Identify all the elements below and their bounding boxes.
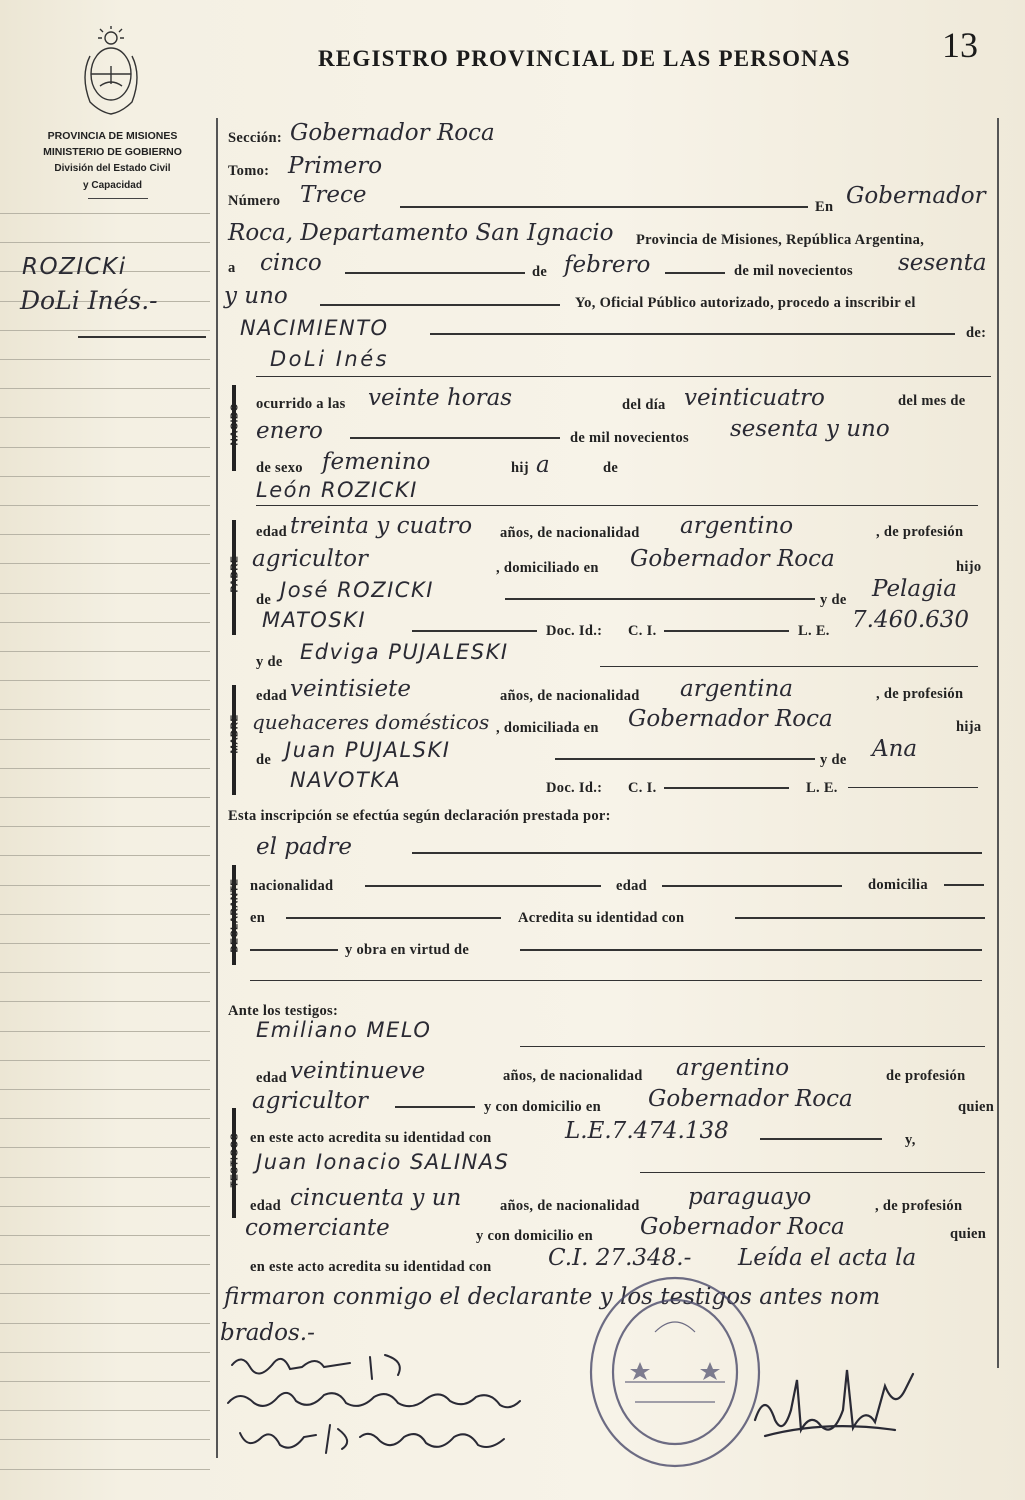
label-padre-ci: C. I. [628, 623, 657, 639]
line-madre-le [848, 787, 978, 788]
field-nombre: DoLi Inés [270, 347, 390, 371]
ruled-line [0, 1147, 210, 1148]
ruled-line [0, 1264, 210, 1265]
label-seccion: Sección: [228, 130, 282, 146]
madre-madre-a: Ana [872, 736, 918, 762]
ruled-line [0, 447, 210, 448]
label-en: En [815, 199, 834, 215]
ruled-line [0, 914, 210, 915]
org-capacity: y Capacidad [83, 180, 142, 191]
line-padre-padre [505, 598, 815, 600]
ruled-line [0, 1439, 210, 1440]
testigo2-id: C.I. 27.348.- [548, 1245, 692, 1271]
field-dia: cinco [260, 250, 322, 276]
field-anio-nac: sesenta y uno [730, 416, 890, 442]
line-decl-nac [365, 885, 601, 887]
line-acto [430, 333, 955, 335]
label-de-colon: de: [966, 325, 987, 341]
ruled-line [0, 1293, 210, 1294]
field-tomo: Primero [288, 153, 383, 179]
ruled-line [0, 1410, 210, 1411]
line-t1-id [760, 1138, 882, 1140]
label-t1-edad: edad [256, 1070, 288, 1086]
label-tomo: Tomo: [228, 163, 270, 179]
label-yo: Yo, Oficial Público autorizado, procedo a inscribir el [575, 295, 916, 311]
padre-domicilio: Gobernador Roca [630, 546, 835, 572]
field-anio-a: sesenta [898, 250, 987, 276]
testigo1-nombre: Emiliano MELO [256, 1018, 432, 1042]
ruled-line [0, 1206, 210, 1207]
coat-of-arms-icon [78, 26, 144, 116]
ruled-line [0, 1352, 210, 1353]
ruled-line [0, 709, 210, 710]
madre-edad: veintisiete [290, 676, 411, 702]
label-madre-doc: Doc. Id.: [546, 780, 603, 796]
ruled-line [0, 1235, 210, 1236]
label-decl-nac: nacionalidad [250, 878, 334, 894]
line-madre-nombre [600, 666, 978, 667]
ruled-line [0, 330, 210, 331]
label-madre-prof: , de profesión [876, 686, 964, 702]
ruled-line [0, 680, 210, 681]
closing-line-b: firmaron conmigo el declarante y los testigos antes nom [224, 1284, 881, 1310]
section-label-declarante: DECLARANTE [229, 878, 241, 953]
label-padre-de: de [256, 592, 272, 608]
ruled-line [0, 534, 210, 535]
line-padre-ci [664, 630, 789, 632]
label-del-dia: del día [622, 397, 666, 413]
line-madre-padre [555, 758, 815, 760]
label-sexo: de sexo [256, 460, 303, 476]
line-madre-ci [664, 787, 789, 789]
testigo2-domicilio: Gobernador Roca [640, 1214, 845, 1240]
label-hij: hij [511, 460, 529, 476]
ruled-line [0, 1001, 210, 1002]
testigo1-id: L.E.7.474.138 [565, 1118, 729, 1144]
label-padre-y-de: y de [820, 592, 847, 608]
line-decl-acredita [735, 917, 985, 919]
line-t2-nombre [640, 1172, 985, 1173]
org-province: PROVINCIA DE MISIONES [47, 130, 178, 142]
field-acto: NACIMIENTO [240, 316, 389, 340]
label-t2-quien: quien [950, 1226, 987, 1242]
section-label-testigos: TESTIGOS [229, 1132, 241, 1188]
ruled-line [0, 826, 210, 827]
closing-line-c: brados.- [220, 1320, 315, 1346]
testigo1-edad: veintinueve [290, 1058, 426, 1084]
field-anio-b: y uno [224, 283, 288, 309]
ruled-line [0, 797, 210, 798]
padre-nacionalidad: argentino [680, 513, 794, 539]
line-declarante [412, 852, 982, 854]
label-de-padres: de [603, 460, 619, 476]
label-numero: Número [228, 193, 281, 209]
section-label-padre: PADRE [229, 555, 241, 593]
label-provincia: Provincia de Misiones, República Argentina, [636, 232, 925, 248]
ruled-line [0, 593, 210, 594]
org-underline [88, 198, 148, 199]
label-padre-dom: , domiciliado en [496, 560, 599, 576]
ruled-line [0, 1323, 210, 1324]
org-division: División del Estado Civil [54, 163, 171, 174]
ruled-line [0, 1381, 210, 1382]
ruled-line [0, 855, 210, 856]
label-padre-nac: años, de nacionalidad [500, 525, 640, 541]
label-decl-acredita: Acredita su identidad con [518, 910, 685, 926]
label-madre-le: L. E. [806, 780, 838, 796]
label-t1-en-este: en este acto acredita su identidad con [250, 1130, 492, 1146]
right-border [997, 118, 999, 1368]
label-madre-nac: años, de nacionalidad [500, 688, 640, 704]
field-numero: Trece [300, 182, 367, 208]
label-de: de [532, 264, 548, 280]
label-padre-le: L. E. [798, 623, 830, 639]
testigo1-nacionalidad: argentino [676, 1055, 790, 1081]
label-ocurrido: ocurrido a las [256, 396, 346, 412]
margin-note-name: DoLi Inés.- [20, 286, 158, 315]
closing-line-a: Leída el acta la [738, 1245, 917, 1271]
section-label-madre: MADRE [229, 714, 241, 754]
testigo2-profesion: comerciante [245, 1215, 390, 1241]
line-decl-obra-b [520, 949, 982, 951]
label-decl-en: en [250, 910, 266, 926]
label-t1-dom: y con domicilio en [484, 1099, 601, 1115]
label-hijo: hijo [956, 559, 982, 575]
label-decl-edad: edad [616, 878, 648, 894]
ruled-line [0, 213, 210, 214]
label-t2-edad: edad [250, 1198, 282, 1214]
testigo1-domicilio: Gobernador Roca [648, 1086, 853, 1112]
line-t1-prof [395, 1106, 475, 1108]
line-numero [400, 206, 808, 208]
line-mes-nac [350, 437, 560, 439]
line-padre-madre [412, 630, 537, 632]
line-decl-extra [250, 980, 982, 981]
label-madre-ci: C. I. [628, 780, 657, 796]
ruled-line [0, 388, 210, 389]
testigo2-nombre: Juan Ionacio SALINAS [256, 1150, 510, 1174]
declarante-por: el padre [256, 834, 353, 860]
label-ante: Ante los testigos: [228, 1003, 339, 1019]
margin-note-line [78, 336, 206, 338]
madre-padre: Juan PUJALSKI [285, 738, 451, 762]
page-number: 13 [942, 25, 978, 65]
line-decl-dom [944, 884, 984, 886]
testigo2-nacionalidad: paraguayo [688, 1184, 812, 1210]
line-nombre [256, 376, 991, 377]
madre-profesion: quehaceres domésticos [252, 710, 490, 734]
padre-padre: José ROZICKI [280, 578, 434, 602]
field-mes-nac: enero [256, 418, 323, 444]
left-border [216, 118, 218, 1458]
ruled-line [0, 1177, 210, 1178]
label-a: a [228, 260, 236, 276]
madre-madre-b: NAVOTKA [290, 768, 402, 792]
label-madre-edad: edad [256, 688, 288, 704]
ruled-line [0, 768, 210, 769]
line-padre-nombre [256, 505, 978, 506]
label-decl-domicilia: domicilia [868, 877, 928, 893]
ruled-line [0, 943, 210, 944]
ruled-line [0, 651, 210, 652]
label-hija: hija [956, 719, 982, 735]
ruled-line [0, 1060, 210, 1061]
label-t2-nac: años, de nacionalidad [500, 1198, 640, 1214]
ruled-line [0, 1118, 210, 1119]
label-padre-doc: Doc. Id.: [546, 623, 603, 639]
label-madre-y-de2: y de [820, 752, 847, 768]
ruled-line [0, 885, 210, 886]
madre-domicilio: Gobernador Roca [628, 706, 833, 732]
label-t2-prof: , de profesión [875, 1198, 963, 1214]
line-decl-en [286, 917, 501, 919]
padre-edad: treinta y cuatro [290, 513, 473, 539]
label-madre-dom: , domiciliada en [496, 720, 599, 736]
ruled-line [0, 972, 210, 973]
field-horas: veinte horas [368, 385, 513, 411]
label-padre-edad: edad [256, 524, 288, 540]
field-seccion: Gobernador Roca [290, 120, 495, 146]
ruled-line [0, 1031, 210, 1032]
label-decl-obra: y obra en virtud de [345, 942, 470, 958]
ruled-line [0, 505, 210, 506]
witness-signatures [220, 1345, 540, 1465]
field-en: Gobernador [846, 183, 986, 209]
field-sexo: femenino [322, 449, 431, 475]
label-madre-y-de: y de [256, 654, 283, 670]
label-t1-quien: quien [958, 1099, 995, 1115]
padre-profesion: agricultor [252, 546, 368, 572]
label-del-mes: del mes de [898, 393, 966, 409]
ruled-line [0, 563, 210, 564]
line-mes [665, 272, 725, 274]
official-signature [735, 1350, 935, 1450]
field-dia-nac: veinticuatro [684, 385, 825, 411]
field-lugar: Roca, Departamento San Ignacio [228, 220, 614, 246]
label-de-mil: de mil novecientos [734, 263, 853, 279]
margin-note-surname: ROZICKi [22, 254, 127, 280]
line-t1-nombre [520, 1046, 985, 1047]
ruled-line [0, 476, 210, 477]
label-t1-prof: de profesión [886, 1068, 966, 1084]
label-de-mil-nac: de mil novecientos [570, 430, 689, 446]
label-madre-de: de [256, 752, 272, 768]
padre-madre-a: Pelagia [872, 576, 957, 602]
padre-le: 7.460.630 [852, 607, 970, 633]
label-t1-y: y, [905, 1132, 916, 1148]
ruled-line [0, 417, 210, 418]
madre-nacionalidad: argentina [680, 676, 793, 702]
line-anio [320, 304, 560, 306]
line-decl-obra-a [250, 949, 338, 951]
label-t1-nac: años, de nacionalidad [503, 1068, 643, 1084]
testigo2-edad: cincuenta y un [290, 1185, 462, 1211]
org-ministry: MINISTERIO DE GOBIERNO [43, 146, 182, 158]
label-t2-dom: y con domicilio en [476, 1228, 593, 1244]
padre-nombre: León ROZICKI [256, 478, 418, 502]
field-mes: febrero [564, 252, 651, 278]
ruled-line [0, 242, 210, 243]
ruled-line [0, 622, 210, 623]
testigo1-profesion: agricultor [252, 1088, 368, 1114]
line-decl-edad [662, 885, 842, 887]
padre-madre-b: MATOSKI [262, 608, 367, 632]
ruled-line [0, 359, 210, 360]
ruled-line [0, 1469, 210, 1470]
line-dia [345, 272, 525, 274]
label-padre-prof: , de profesión [876, 524, 964, 540]
field-hij-suffix: a [536, 452, 550, 478]
section-label-nacido: NACIDO [229, 403, 241, 446]
ruled-line [0, 1089, 210, 1090]
ruled-line [0, 739, 210, 740]
label-t2-en-este: en este acto acredita su identidad con [250, 1259, 492, 1275]
madre-nombre: Edviga PUJALESKI [300, 640, 509, 664]
document-title: REGISTRO PROVINCIAL DE LAS PERSONAS [318, 46, 851, 71]
label-inscripcion: Esta inscripción se efectúa según declaración prestada por: [228, 808, 611, 824]
